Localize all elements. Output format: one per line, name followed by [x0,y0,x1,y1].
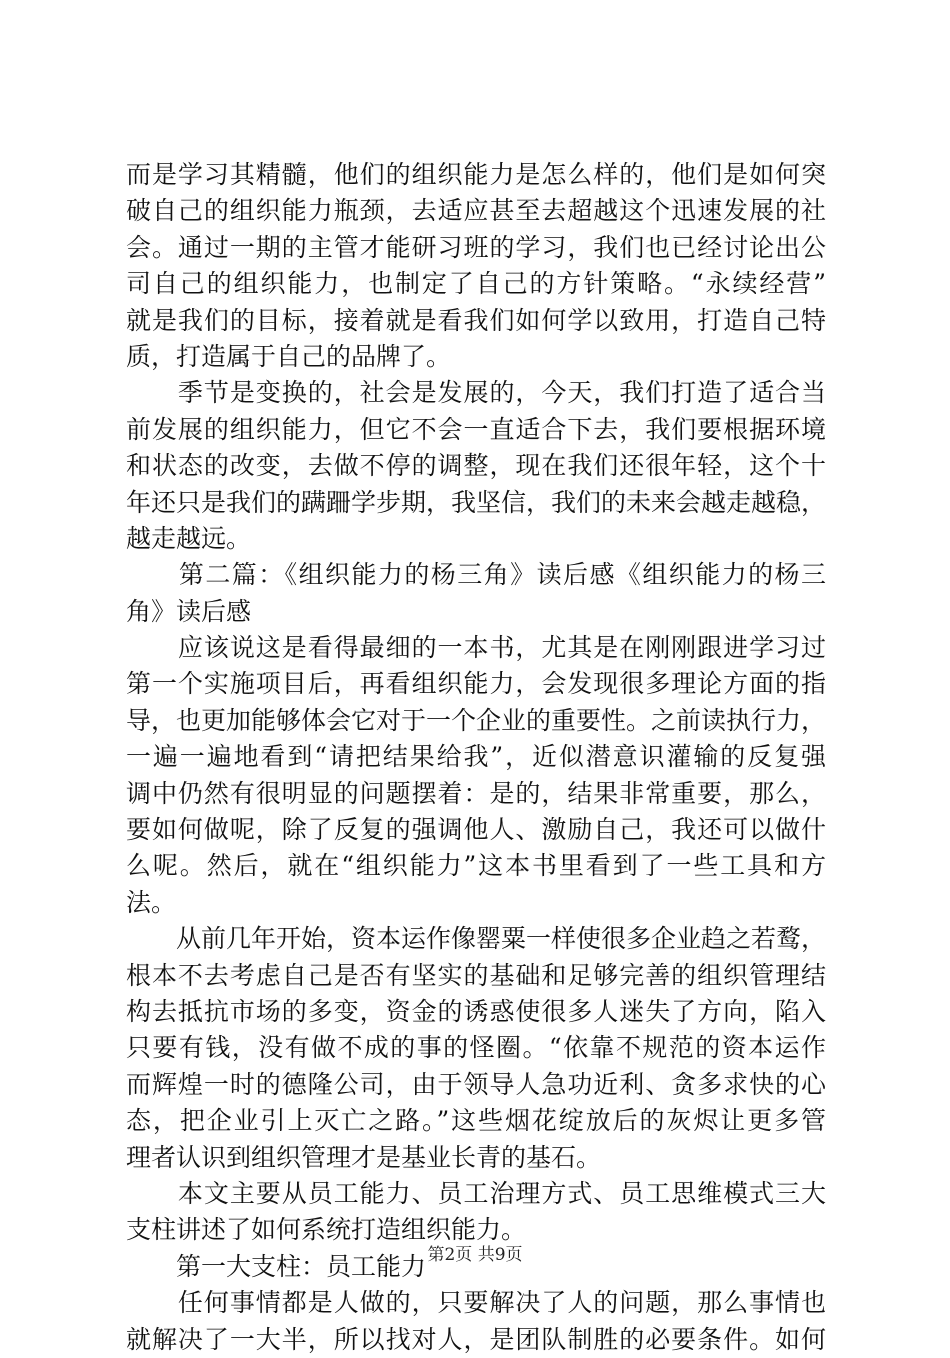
text-line: 理者认识到组织管理才是基业长青的基石。 [126,1142,602,1172]
text-line: 第一个实施项目后，再看组织能力，会发现很多理论方面的指 [126,669,826,699]
text-line: 么呢。然后，就在“组织能力”这本书里看到了一些工具和方 [126,851,826,881]
text-line: 任何事情都是人做的，只要解决了人的问题，那么事情也 [126,1288,826,1318]
text-line: 态，把企业引上灭亡之路。”这些烟花绽放后的灰烬让更多管 [126,1106,826,1136]
text-line: 支柱讲述了如何系统打造组织能力。 [126,1215,527,1245]
text-line: 越走越远。 [126,523,252,553]
text-line: 导，也更加能够体会它对于一个企业的重要性。之前读执行力， [126,705,826,735]
text-line: 质，打造属于自己的品牌了。 [126,341,452,371]
text-line: 季节是变换的，社会是发展的，今天，我们打造了适合当 [126,378,826,408]
text-line: 应该说这是看得最细的一本书，尤其是在刚刚跟进学习过 [126,633,826,663]
text-line: 构去抵抗市场的多变，资金的诱惑使很多人迷失了方向，陷入 [126,996,826,1026]
text-line: 就是我们的目标，接着就是看我们如何学以致用，打造自己特 [126,305,826,335]
text-line: 就解决了一大半，所以找对人，是团队制胜的必要条件。如何 [126,1324,826,1354]
text-line: 和状态的改变，去做不停的调整，现在我们还很年轻，这个十 [126,451,826,481]
text-line: 一遍一遍地看到“请把结果给我”，近似潜意识灌输的反复强 [126,742,826,772]
text-line: 角》读后感 [126,596,252,626]
text-line: 根本不去考虑自己是否有坚实的基础和足够完善的组织管理结 [126,960,826,990]
text-line: 第一大支柱：员工能力 [126,1251,427,1281]
text-line: 而是学习其精髓，他们的组织能力是怎么样的，他们是如何突 [126,160,826,189]
page-footer: 第2页 共9页 [427,1245,523,1265]
text-line: 而辉煌一时的德隆公司，由于领导人急功近利、贪多求快的心 [126,1069,826,1099]
text-line: 法。 [126,887,177,917]
text-line: 只要有钱，没有做不成的事的怪圈。“依靠不规范的资本运作 [126,1033,826,1063]
text-line: 会。通过一期的主管才能研习班的学习，我们也已经讨论出公 [126,232,826,262]
text-line: 调中仍然有很明显的问题摆着：是的，结果非常重要，那么， [126,778,826,808]
text-line: 破自己的组织能力瓶颈，去适应甚至去超越这个迅速发展的社 [126,196,826,226]
text-line: 年还只是我们的蹒跚学步期，我坚信，我们的未来会越走越稳， [126,487,826,517]
text-line: 前发展的组织能力，但它不会一直适合下去，我们要根据环境 [126,414,826,444]
text-line: 司自己的组织能力，也制定了自己的方针策略。“永续经营” [126,269,826,299]
text-line: 本文主要从员工能力、员工治理方式、员工思维模式三大 [126,1178,826,1208]
text-line: 从前几年开始，资本运作像罂粟一样使很多企业趋之若鹜， [126,924,826,954]
body-text [126,157,826,1358]
text-line: 要如何做呢，除了反复的强调他人、激励自己，我还可以做什 [126,815,826,845]
text-line: 第二篇：《组织能力的杨三角》读后感《组织能力的杨三 [126,560,826,590]
